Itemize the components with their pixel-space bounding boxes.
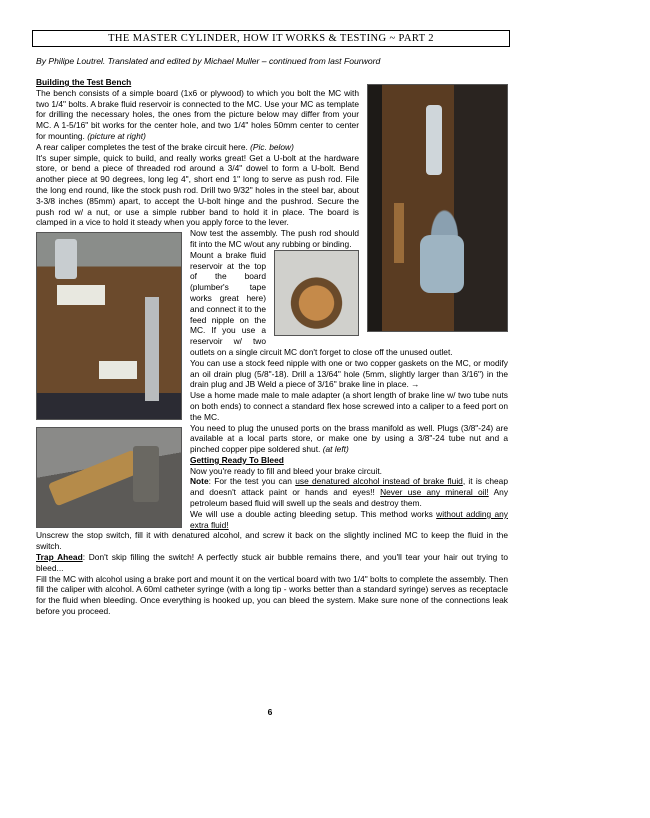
text-run: : For the test you can	[208, 476, 296, 487]
photo-test-bench	[367, 84, 508, 332]
photo-board-assembly	[36, 232, 182, 420]
section-heading-test-bench: Building the Test Bench	[36, 77, 132, 87]
paragraph: Unscrew the stop switch, fill it with denatured alcohol, and screw it back on the slightly inclined MC to keep the fluid in the switch.	[36, 530, 508, 552]
trap-paragraph	[36, 552, 508, 574]
text-run: You need to plug the unused ports on the brass manifold as well. Plugs (3/8"-24) are available at a local parts store, or make one by using a 3/8"-24 tube nut and a pinched copper pipe soldered shut.	[190, 422, 508, 455]
paragraph: Mount a brake fluid reservoir at the top of the board (plumber's tape works great here) and connect it to the feed nipple on the MC. If you use a reservoir w/ two outlets on a single circuit MC don't forget to close off the unused outlet.	[190, 249, 453, 357]
paragraph: Fill the MC with alcohol using a brake port and mount it on the vertical board with two 1/4" bolts to complete the assembly. Then fill the caliper with alcohol. A 60ml catheter syringe (with a long tip - works better than a standard syringe) serves as receptacle for the fluid when bleeding. Once everything is hooked up, you can bleed the system. Make sure none of the connections leak before you proceed.	[36, 573, 508, 617]
paragraph: Now you're ready to fill and bleed your brake circuit.	[190, 465, 382, 476]
photo-drain-plug	[274, 250, 359, 336]
paragraph: Use a home made male to male adapter (a short length of brake line w/ two tube nuts on both ends) to connect a standard flex hose screwed into a caliper to a feed port on the MC.	[190, 390, 508, 422]
text-run: use denatured alcohol instead of brake fluid	[295, 476, 463, 487]
text-run: without adding any extra fluid!	[190, 508, 508, 530]
text-run: Any petroleum based fluid will swell up the seals and destroy them.	[190, 487, 509, 509]
article-body	[36, 77, 508, 617]
text-run: (at left)	[322, 444, 349, 455]
section-heading-bleed: Getting Ready To Bleed	[190, 454, 284, 465]
page-title: THE MASTER CYLINDER, HOW IT WORKS & TESTING ~ PART 2	[32, 30, 510, 47]
text-run: A rear caliper completes the test of the brake circuit here.	[36, 141, 251, 152]
note-label: Note	[190, 476, 209, 487]
text-run: The bench consists of a simple board (1x6 or plywood) to which you bolt the MC with two 1/4" bolts. A brake fluid reservoir is connected to the MC. Use your MC as template for drilling the necessary holes, the ones from the picture below may differ from your MC. A 1-5/16" bit works for the center hole, and two 1/4" holes 50mm center to center for mounting.	[36, 87, 359, 141]
text-run: , it is cheap and doesn't attack paint or hands and eyes!!	[190, 476, 508, 498]
text-run: : Don't skip filling the switch! A perfectly stuck air bubble remains there, and you'll tear your hair out trying to bleed...	[36, 552, 509, 573]
byline: By Philipe Loutrel. Translated and edited by Michael Muller – continued from last Fourword	[36, 56, 381, 66]
text-run: (picture at right)	[87, 130, 146, 141]
paragraph: You can use a stock feed nipple with one or two copper gaskets on the MC, or modify an oil drain plug (5/8"-18). Drill a 13/64" hole (5mm, slightly larger than 3/16") in the drain plug and JB Weld a piece of 3/16" brake line in place. →	[190, 357, 508, 390]
page-number: 6	[267, 707, 273, 717]
text-run: Never use any mineral oil!	[380, 487, 489, 498]
text-run: We will use a double acting bleeding setup. This method works	[190, 508, 437, 519]
paragraph: Now test the assembly. The push rod should fit into the MC w/out any rubbing or binding.	[190, 228, 359, 249]
text-run: (Pic. below)	[250, 141, 294, 152]
paragraph: It's super simple, quick to build, and really works great! Get a U-bolt at the hardware store, or bend a piece of threaded rod around a 3/4" dowel to form a U-bolt. Bend another piece at 90 degrees, long leg 4", short end 1" long to serve as push rod. File the long end round, like the stock push rod. Drill two 9/32" holes in the steel bar, about 3-3/8 inches (85mm) apart, to accept the U-bolt hinge and the pushrod. Secure the push rod w/ a nut, or use a simple rubber band to hold it in place. The board is clamped in a vice to hold it steady when you apply force to the lever.	[36, 152, 359, 228]
trap-label: Trap Ahead	[36, 552, 83, 563]
photo-tube-nut-plug	[36, 427, 182, 528]
